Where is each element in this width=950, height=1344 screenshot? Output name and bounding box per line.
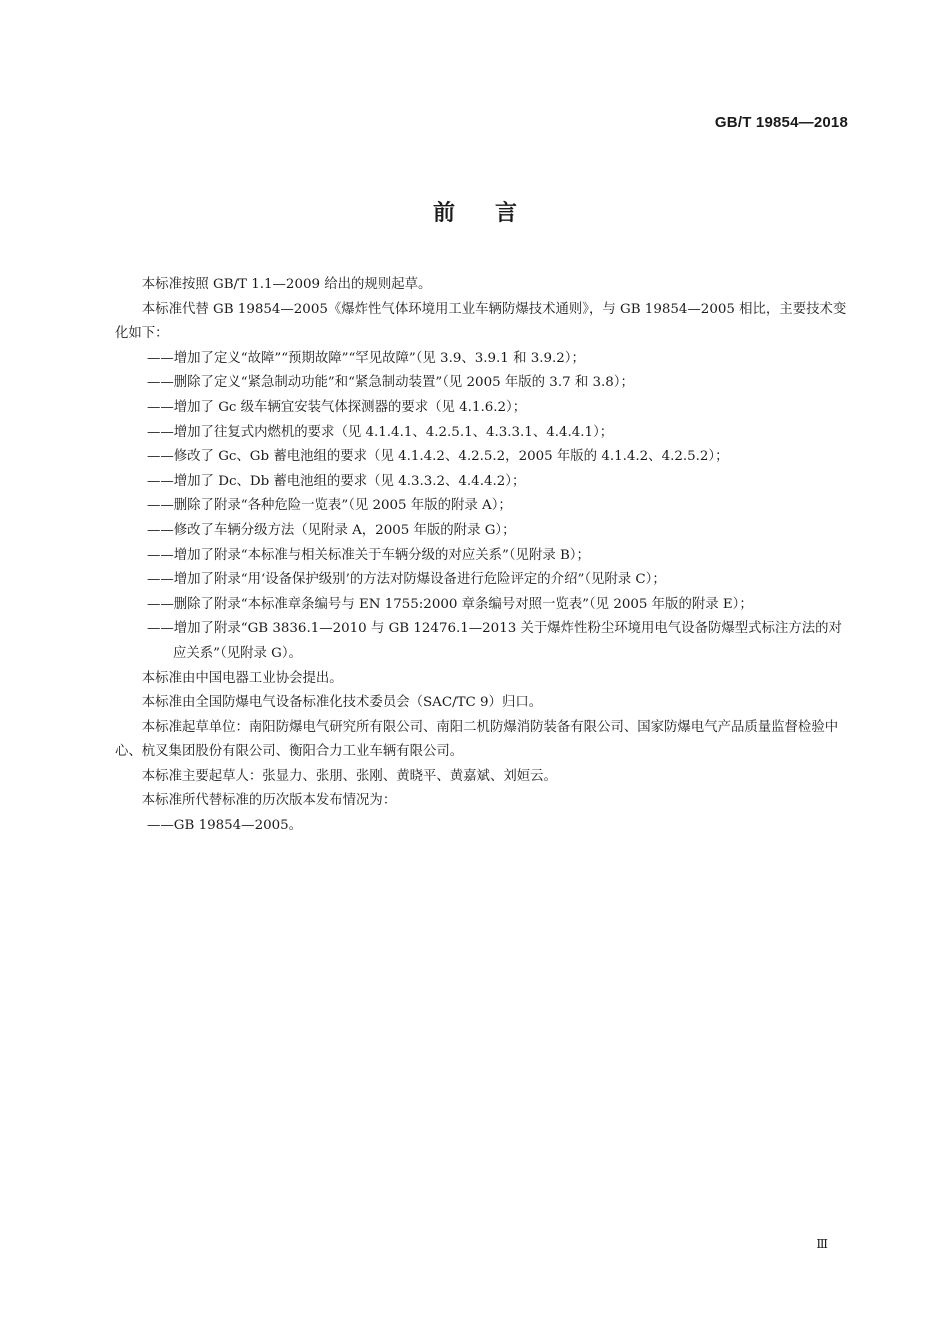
document-body bbox=[115, 273, 850, 839]
change-item: ——修改了 Gc、Gb 蓄电池组的要求（见 4.1.4.2、4.2.5.2，2005 年版的 4.1.4.2、4.2.5.2）； bbox=[147, 449, 729, 465]
paragraph-replaces: 本标准代替 GB 19854—2005《爆炸性气体环境用工业车辆防爆技术通则》，与 GB 19854—2005 相比，主要技术变化如下： bbox=[115, 301, 847, 342]
change-item: ——增加了附录“GB 3836.1—2010 与 GB 12476.1—2013 关于爆炸性粉尘环境用电气设备防爆型式标注方法的对应关系”（见附录 G）。 bbox=[147, 621, 842, 661]
change-item: ——增加了附录“本标准与相关标准关于车辆分级的对应关系”（见附录 B）； bbox=[147, 547, 590, 563]
standard-number: GB/T 19854—2018 bbox=[714, 114, 848, 131]
paragraph-drafters: 本标准主要起草人：张显力、张朋、张刚、黄晓平、黄嘉斌、刘姮云。 bbox=[141, 768, 557, 784]
paragraph-drafting-rules: 本标准按照 GB/T 1.1—2009 给出的规则起草。 bbox=[141, 277, 432, 292]
change-item: ——增加了往复式内燃机的要求（见 4.1.4.1、4.2.5.1、4.3.3.1、4.4.4.1）； bbox=[147, 424, 614, 440]
paragraph-drafting-units: 本标准起草单位：南阳防爆电气研究所有限公司、南阳二机防爆消防装备有限公司、国家防爆电气产品质量监督检验中心、杭叉集团股份有限公司、衡阳合力工业车辆有限公司。 bbox=[115, 719, 839, 760]
page-title: 前言 bbox=[432, 201, 557, 226]
paragraph-history-intro: 本标准所代替标准的历次版本发布情况为： bbox=[141, 793, 397, 809]
paragraph-committee: 本标准由全国防爆电气设备标准化技术委员会（SAC/TC 9）归口。 bbox=[141, 695, 543, 711]
paragraph-proposer: 本标准由中国电器工业协会提出。 bbox=[141, 670, 343, 686]
change-item: ——删除了定义“紧急制动功能”和“紧急制动装置”（见 2005 年版的 3.7 和 3.8）； bbox=[147, 375, 634, 391]
change-item: ——增加了定义“故障”“预期故障”“罕见故障”（见 3.9、3.9.1 和 3.9.2）； bbox=[147, 350, 585, 366]
change-item: ——修改了车辆分级方法（见附录 A，2005 年版的附录 G）； bbox=[147, 522, 516, 538]
page-number: Ⅲ bbox=[816, 1237, 828, 1251]
history-item: ——GB 19854—2005。 bbox=[147, 818, 303, 834]
change-item: ——增加了附录“用‘设备保护级别’的方法对防爆设备进行危险评定的介绍”（见附录 C）； bbox=[147, 572, 666, 588]
change-item: ——增加了 Dc、Db 蓄电池组的要求（见 4.3.3.2、4.4.4.2）； bbox=[147, 473, 526, 489]
change-item: ——增加了 Gc 级车辆宜安装气体探测器的要求（见 4.1.6.2）； bbox=[147, 399, 527, 415]
change-item: ——删除了附录“各种危险一览表”（见 2005 年版的附录 A）； bbox=[147, 498, 512, 514]
change-item: ——删除了附录“本标准章条编号与 EN 1755:2000 章条编号对照一览表”（见 2005 年版的附录 E）； bbox=[147, 596, 753, 612]
